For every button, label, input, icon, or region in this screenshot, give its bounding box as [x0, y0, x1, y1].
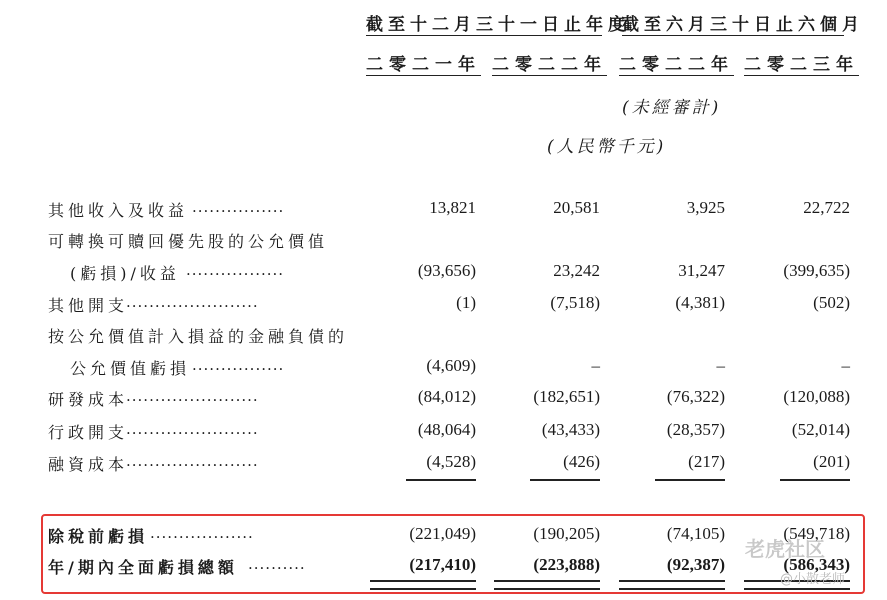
row-value: (93,656): [417, 261, 476, 280]
unaudited-note: (未經審計): [622, 98, 722, 118]
table-row: [0, 356, 887, 386]
subtotal-rule: [406, 479, 476, 481]
row-value: (217,410): [409, 555, 476, 574]
row-value: (426): [563, 452, 600, 471]
row-label: 公允價值虧損: [70, 359, 191, 378]
row-label: 融資成本: [48, 455, 129, 474]
row-value: (549,718): [783, 524, 850, 543]
row-value: (84,012): [417, 387, 476, 406]
row-value: (43,433): [541, 420, 600, 439]
leader-dots: ................: [192, 356, 285, 374]
leader-dots: .................: [186, 261, 285, 279]
row-value: –: [716, 356, 725, 375]
row-value: (7,518): [550, 293, 600, 312]
year-col-1: 二零二一年: [366, 50, 481, 76]
leader-dots: .......................: [126, 452, 259, 470]
row-value: 13,821: [429, 198, 476, 217]
table-row: [0, 324, 887, 354]
row-value: (4,609): [426, 356, 476, 375]
row-value: (190,205): [533, 524, 600, 543]
row-value: (4,381): [675, 293, 725, 312]
year-col-2: 二零二二年: [492, 50, 607, 76]
header-year-group: 截至十二月三十一日止年度: [366, 10, 602, 36]
watermark-logo: 老虎社区: [745, 537, 825, 561]
leader-dots: ..........: [248, 555, 306, 573]
row-value: (92,387): [666, 555, 725, 574]
row-label: 可轉換可贖回優先股的公允價值: [48, 232, 329, 251]
row-value: –: [841, 356, 850, 375]
row-value: 31,247: [678, 261, 725, 280]
leader-dots: .......................: [126, 293, 259, 311]
table-row: [0, 293, 887, 323]
row-value: 20,581: [553, 198, 600, 217]
row-label: 行政開支: [48, 423, 129, 442]
row-value: (52,014): [791, 420, 850, 439]
year-col-3: 二零二二年: [619, 50, 734, 76]
table-row: [0, 261, 887, 291]
table-row: [0, 198, 887, 228]
subtotal-rule: [530, 479, 600, 481]
leader-dots: .......................: [126, 387, 259, 405]
table-row: [0, 387, 887, 417]
row-value: 3,925: [686, 198, 725, 217]
row-value: (48,064): [417, 420, 476, 439]
row-value: (223,888): [533, 555, 600, 574]
row-value: (399,635): [783, 261, 850, 280]
leader-dots: .......................: [126, 420, 259, 438]
row-label: 研發成本: [48, 390, 129, 409]
row-value: 22,722: [803, 198, 850, 217]
row-value: (74,105): [666, 524, 725, 543]
row-value: (182,651): [533, 387, 600, 406]
row-value: (502): [813, 293, 850, 312]
row-value: (217): [688, 452, 725, 471]
row-label: 年/期內全面虧損總額: [48, 558, 238, 577]
watermark-author: @小散老师: [780, 572, 846, 587]
subtotal-rule: [780, 479, 850, 481]
table-row: [0, 229, 887, 259]
row-value: –: [591, 356, 600, 375]
row-value: (28,357): [666, 420, 725, 439]
unit-note: (人民幣千元): [547, 137, 667, 157]
row-value: (201): [813, 452, 850, 471]
row-label: (虧損)/收益: [70, 264, 180, 283]
row-label: 按公允價值計入損益的金融負債的: [48, 327, 349, 346]
row-value: (221,049): [409, 524, 476, 543]
leader-dots: ................: [192, 198, 285, 216]
row-label: 除稅前虧損: [48, 527, 149, 546]
leader-dots: ..................: [150, 524, 254, 542]
row-value: (76,322): [666, 387, 725, 406]
row-value: (586,343): [783, 555, 850, 574]
row-value: (120,088): [783, 387, 850, 406]
row-label: 其他收入及收益: [48, 201, 189, 220]
row-value: 23,242: [553, 261, 600, 280]
row-value: (1): [456, 293, 476, 312]
row-value: (4,528): [426, 452, 476, 471]
subtotal-rule: [655, 479, 725, 481]
table-row: [0, 420, 887, 450]
table-row: [0, 452, 887, 482]
header-halfyear-group: 截至六月三十日止六個月: [622, 10, 844, 36]
highlight-box: [41, 514, 865, 594]
row-label: 其他開支: [48, 296, 129, 315]
year-col-4: 二零二三年: [744, 50, 859, 76]
